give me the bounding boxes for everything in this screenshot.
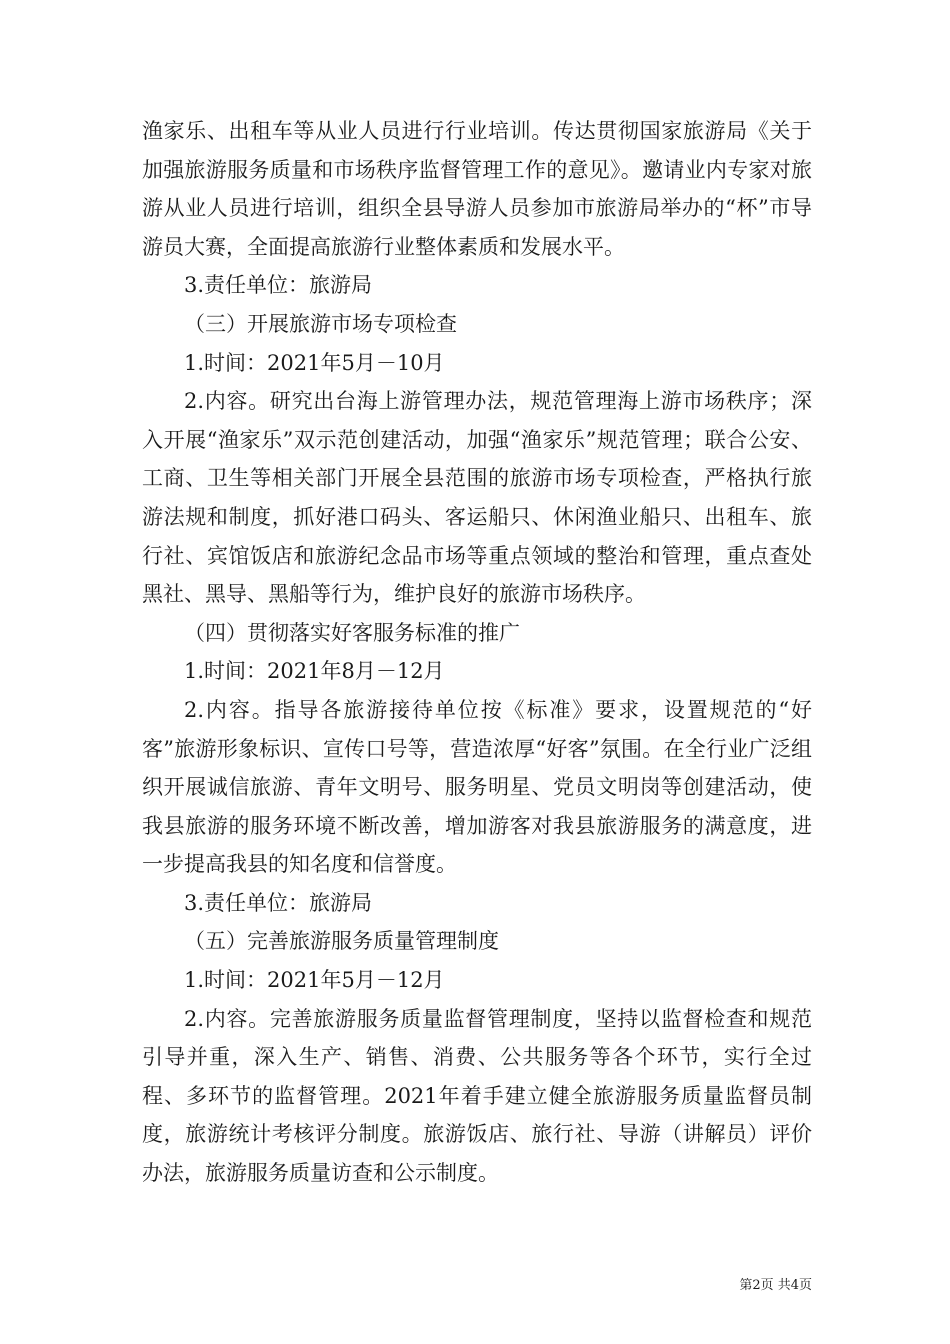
paragraph-time: 1.时间：2021年5月－12月 [184, 968, 445, 993]
paragraph-responsible-unit: 3.责任单位：旅游局 [184, 273, 373, 298]
section-heading-4: （四）贯彻落实好客服务标准的推广 [184, 620, 520, 645]
paragraph-content: 2.内容。完善旅游服务质量监督管理制度，坚持以监督检查和规范引导并重，深入生产、销售、消费、公共服务等各个环节，实行全过程、多环节的监督管理。2021年着手建立健全旅游服务质量监督员制度，旅游统计考核评分制度。旅游饭店、旅行社、导游（讲解员）评价办法，旅游服务质量访查和公示制度。 [142, 1006, 812, 1186]
paragraph-content: 2.内容。指导各旅游接待单位按《标准》要求，设置规范的“好客”旅游形象标识、宣传口号等，营造浓厚“好客”氛围。在全行业广泛组织开展诚信旅游、青年文明号、服务明星、党员文明岗等创建活动，使我县旅游的服务环境不断改善，增加游客对我县旅游服务的满意度，进一步提高我县的知名度和信誉度。 [142, 697, 812, 877]
paragraph-time: 1.时间：2021年8月－12月 [184, 659, 445, 684]
document-body [142, 112, 812, 1193]
section-heading-3: （三）开展旅游市场专项检查 [184, 311, 457, 336]
section-heading-5: （五）完善旅游服务质量管理制度 [184, 929, 499, 954]
paragraph-time: 1.时间：2021年5月－10月 [184, 350, 445, 375]
paragraph-continued: 渔家乐、出租车等从业人员进行行业培训。传达贯彻国家旅游局《关于加强旅游服务质量和市场秩序监督管理工作的意见》。邀请业内专家对旅游从业人员进行培训，组织全县导游人员参加市旅游局举办的“杯”市导游员大赛，全面提高旅游行业整体素质和发展水平。 [142, 119, 812, 259]
paragraph-content: 2.内容。研究出台海上游管理办法，规范管理海上游市场秩序；深入开展“渔家乐”双示范创建活动，加强“渔家乐”规范管理；联合公安、工商、卫生等相关部门开展全县范围的旅游市场专项检查，严格执行旅游法规和制度，抓好港口码头、客运船只、休闲渔业船只、出租车、旅行社、宾馆饭店和旅游纪念品市场等重点领域的整治和管理，重点查处黑社、黑导、黑船等行为，维护良好的旅游市场秩序。 [142, 389, 812, 607]
page-number: 第2页 共4页 [739, 1278, 812, 1293]
paragraph-responsible-unit: 3.责任单位：旅游局 [184, 890, 373, 915]
